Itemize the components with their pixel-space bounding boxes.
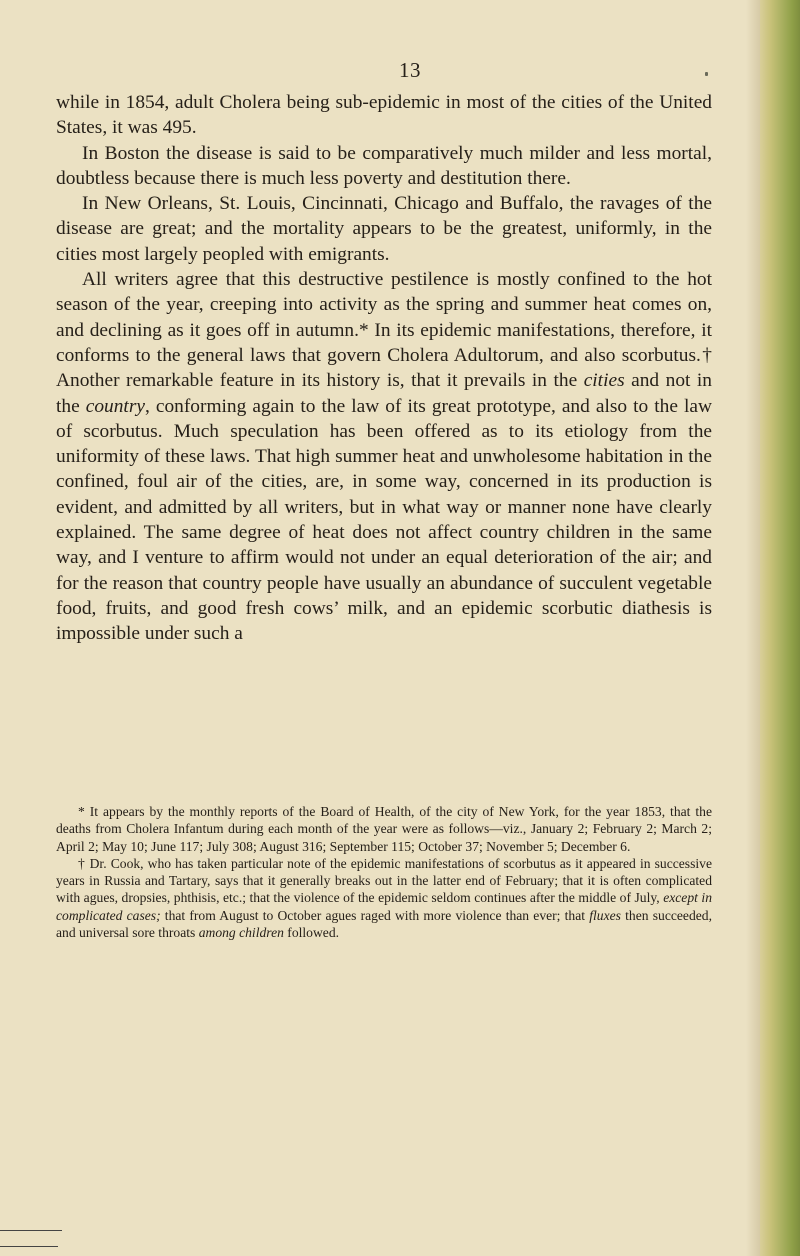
footnotes <box>56 803 712 941</box>
book-binding-edge <box>760 0 800 1256</box>
footnote-2 <box>56 855 712 941</box>
paragraph-4-emphasis-cities: cities <box>583 370 625 392</box>
ink-speck <box>705 72 708 76</box>
main-text <box>56 90 712 647</box>
paragraph-4 <box>56 267 712 646</box>
paragraph-4-part-2: and not in the <box>56 370 712 417</box>
paragraph-4-part-1: All writers agree that this destructive pestilence is mostly confined to the hot season of the year, creeping into activity as the spring and summer heat comes on, and declining as it goes off in autumn.* In its epidemic manifestations, therefore, it conforms to the general laws that govern Cholera Adultorum, and also scorbutus.† Another remarkable feature in its history is, that it prevails in the <box>56 269 712 392</box>
footnote-2-emphasis-3: among children <box>198 925 284 941</box>
paragraph-3: In New Orleans, St. Louis, Cincinnati, Chicago and Buffalo, the ravages of the disease are great; and the mortality appears to be the greatest, uniformly, in the cities most largely peopled with emigrants. <box>56 193 712 265</box>
footnote-2-emphasis-2: fluxes <box>589 907 621 923</box>
paragraph-1: while in 1854, adult Cholera being sub-epidemic in most of the cities of the United States, it was 495. <box>56 92 712 139</box>
paragraph-4-emphasis-country: country <box>85 395 145 417</box>
corner-rule-top <box>0 1230 62 1231</box>
footnote-1: * It appears by the monthly reports of the Board of Health, of the city of New York, for the year 1853, that the deaths from Cholera Infantum during each month of the year were as follows—viz., January 2; February 2; March 2; April 2; May 10; June 117; July 308; August 316; September 115; October 37; November 5; December 6. <box>56 804 712 854</box>
paragraph-4-part-3: , conforming again to the law of its great prototype, and also to the law of scorbutus. Much speculation has been offered as to its etiology from the uniformity of these laws. That high summer heat and unwholesome habitation in the confined, foul air of the cities, are, in some way, concerned in its production is evident, and admitted by all writers, but in what way or manner none have clearly explained. The same degree of heat does not affect country children in the same way, and I venture to affirm would not under an equal deterioration of the air; and for the reason that country people have usually an abundance of succulent vegetable food, fruits, and good fresh cows’ milk, and an epidemic scorbutic diathesis is impossible under such a <box>56 395 712 645</box>
footnote-2-part-1: † Dr. Cook, who has taken particular note of the epidemic manifestations of scorbutus as it appeared in successive years in Russia and Tartary, says that it generally breaks out in the latter end of February; that it is often complicated with agues, dropsies, phthisis, etc.; that the violence of the epidemic seldom continues after the middle of July, <box>56 855 712 906</box>
gutter-shadow <box>746 0 760 1256</box>
corner-rule-bottom <box>0 1246 58 1247</box>
footnote-2-part-3: then succeeded, and universal sore throats <box>56 907 712 941</box>
page-number: 13 <box>399 58 421 82</box>
footnote-2-part-2: that from August to October agues raged with more violence than ever; that <box>160 907 590 923</box>
footnote-2-emphasis-1: except in complicated cases; <box>56 890 713 923</box>
paragraph-2: In Boston the disease is said to be comparatively much milder and less mortal, doubtless because there is much less poverty and destitution there. <box>56 142 712 189</box>
footnote-2-part-4: followed. <box>283 925 340 941</box>
